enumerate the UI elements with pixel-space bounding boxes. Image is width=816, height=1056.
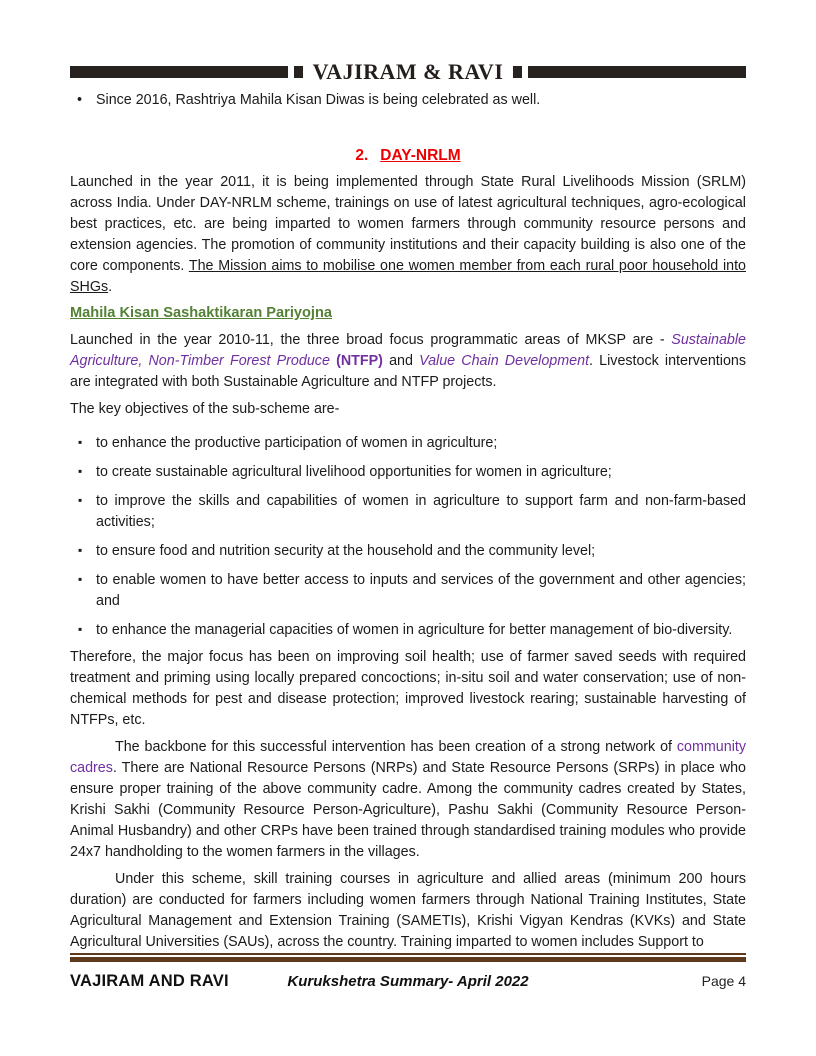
backbone-community-cadres: community cadres xyxy=(70,739,746,776)
backbone-lead: The backbone for this successful intervention has been creation of a strong network of xyxy=(115,739,677,755)
footer-document-title: Kurukshetra Summary- April 2022 xyxy=(287,973,529,990)
objective-text: to ensure food and nutrition security at the household and the community level; xyxy=(96,543,596,559)
objective-item xyxy=(70,462,746,483)
brand-title: VAJIRAM & RAVI xyxy=(312,59,504,84)
paragraph-mksp xyxy=(70,330,746,393)
paragraph-backbone xyxy=(70,737,746,863)
header-bar-cap-left xyxy=(294,66,303,78)
objective-item xyxy=(70,620,746,641)
objective-text: to enable women to have better access to inputs and services of the government and other agencies; and xyxy=(96,572,746,609)
mksp-seg-tail: . Livestock interventions are integrated with both Sustainable Agriculture and NTFP projects. xyxy=(70,353,746,390)
header-bar-right xyxy=(528,66,746,78)
objective-text: to enhance the productive participation of women in agriculture; xyxy=(96,435,498,451)
paragraph-day-nrlm xyxy=(70,172,746,298)
intro-bullet-text: Since 2016, Rashtriya Mahila Kisan Diwas is being celebrated as well. xyxy=(96,92,541,108)
section-title: DAY-NRLM xyxy=(380,147,461,164)
footer-brand: VAJIRAM AND RAVI xyxy=(70,972,229,990)
subheading-mksp: Mahila Kisan Sashaktikaran Pariyojna xyxy=(70,305,332,321)
mksp-seg-value-chain: Value Chain Development xyxy=(419,353,590,369)
footer-page-number: Page 4 xyxy=(701,973,747,989)
paragraph-therefore: Therefore, the major focus has been on improving soil health; use of farmer saved seeds with required treatment and priming using locally prepared concoctions; in-situ soil and water conservation; use of non-chemical methods for pest and disease protection; improved livestock rearing; sustainable harvesting of NTFPs, etc. xyxy=(70,649,746,728)
page-footer xyxy=(70,953,746,1056)
objectives-intro: The key objectives of the sub-scheme are- xyxy=(70,401,340,417)
brand-header xyxy=(70,59,746,84)
mksp-seg-ntfp: (NTFP) xyxy=(336,353,383,369)
mksp-seg-focus-areas: Sustainable Agriculture, Non-Timber Forest Produce xyxy=(70,332,746,369)
backbone-tail: . There are National Resource Persons (NRPs) and State Resource Persons (SRPs) in place who ensure proper training of the above community cadre. Among the community cadres created by States, Krishi Sakhi (Community Resource Person-Agriculture), Pashu Sakhi (Community Resource Person-Animal Husbandry) and other CRPs have been trained through standardised training modules who provide 24x7 handholding to the women farmers in the villages. xyxy=(70,760,746,860)
objective-item xyxy=(70,433,746,454)
objectives-list xyxy=(70,425,746,641)
objective-item xyxy=(70,570,746,612)
mksp-seg-plain: Launched in the year 2010-11, the three broad focus programmatic areas of MKSP are - xyxy=(70,332,672,348)
paragraph-training: Under this scheme, skill training courses in agriculture and allied areas (minimum 200 hours duration) are conducted for farmers including women farmers through National Training Institutes, State Agricultural Management and Extension Training (SAMETIs), Krishi Vigyan Kendras (KVKs) and State Agricultural Universities (SAUs), across the country. Training imparted to women includes Support to xyxy=(70,871,746,950)
objective-text: to create sustainable agricultural livelihood opportunities for women in agriculture; xyxy=(96,464,612,480)
section-number: 2. xyxy=(355,147,369,164)
intro-bullet-item xyxy=(70,90,746,111)
mksp-seg-and: and xyxy=(382,353,420,369)
objective-item xyxy=(70,491,746,533)
footer-rule-thick xyxy=(70,957,746,962)
day-nrlm-underlined-sentence: The Mission aims to mobilise one women member from each rural poor household into SHGs xyxy=(70,258,746,295)
header-bar-cap-right xyxy=(513,66,522,78)
day-nrlm-lead: Launched in the year 2011, it is being implemented through State Rural Livelihoods Mission (SRLM) across India. Under DAY-NRLM scheme, trainings on use of latest agricultural techniques, agro-ecological best practices, etc. are being imparted to women farmers through community resource persons and extension agencies. The promotion of community institutions and their capacity building is also one of the core components. xyxy=(70,174,746,274)
section-heading xyxy=(70,145,746,166)
header-bar-left xyxy=(70,66,288,78)
footer-row xyxy=(70,971,746,992)
intro-bullet-list xyxy=(70,90,746,111)
objective-text: to improve the skills and capabilities of women in agriculture to support farm and non-farm-based activities; xyxy=(96,493,746,530)
objective-item xyxy=(70,541,746,562)
day-nrlm-tail: . xyxy=(108,279,113,295)
objective-text: to enhance the managerial capacities of women in agriculture for better management of bio-diversity. xyxy=(96,622,733,638)
